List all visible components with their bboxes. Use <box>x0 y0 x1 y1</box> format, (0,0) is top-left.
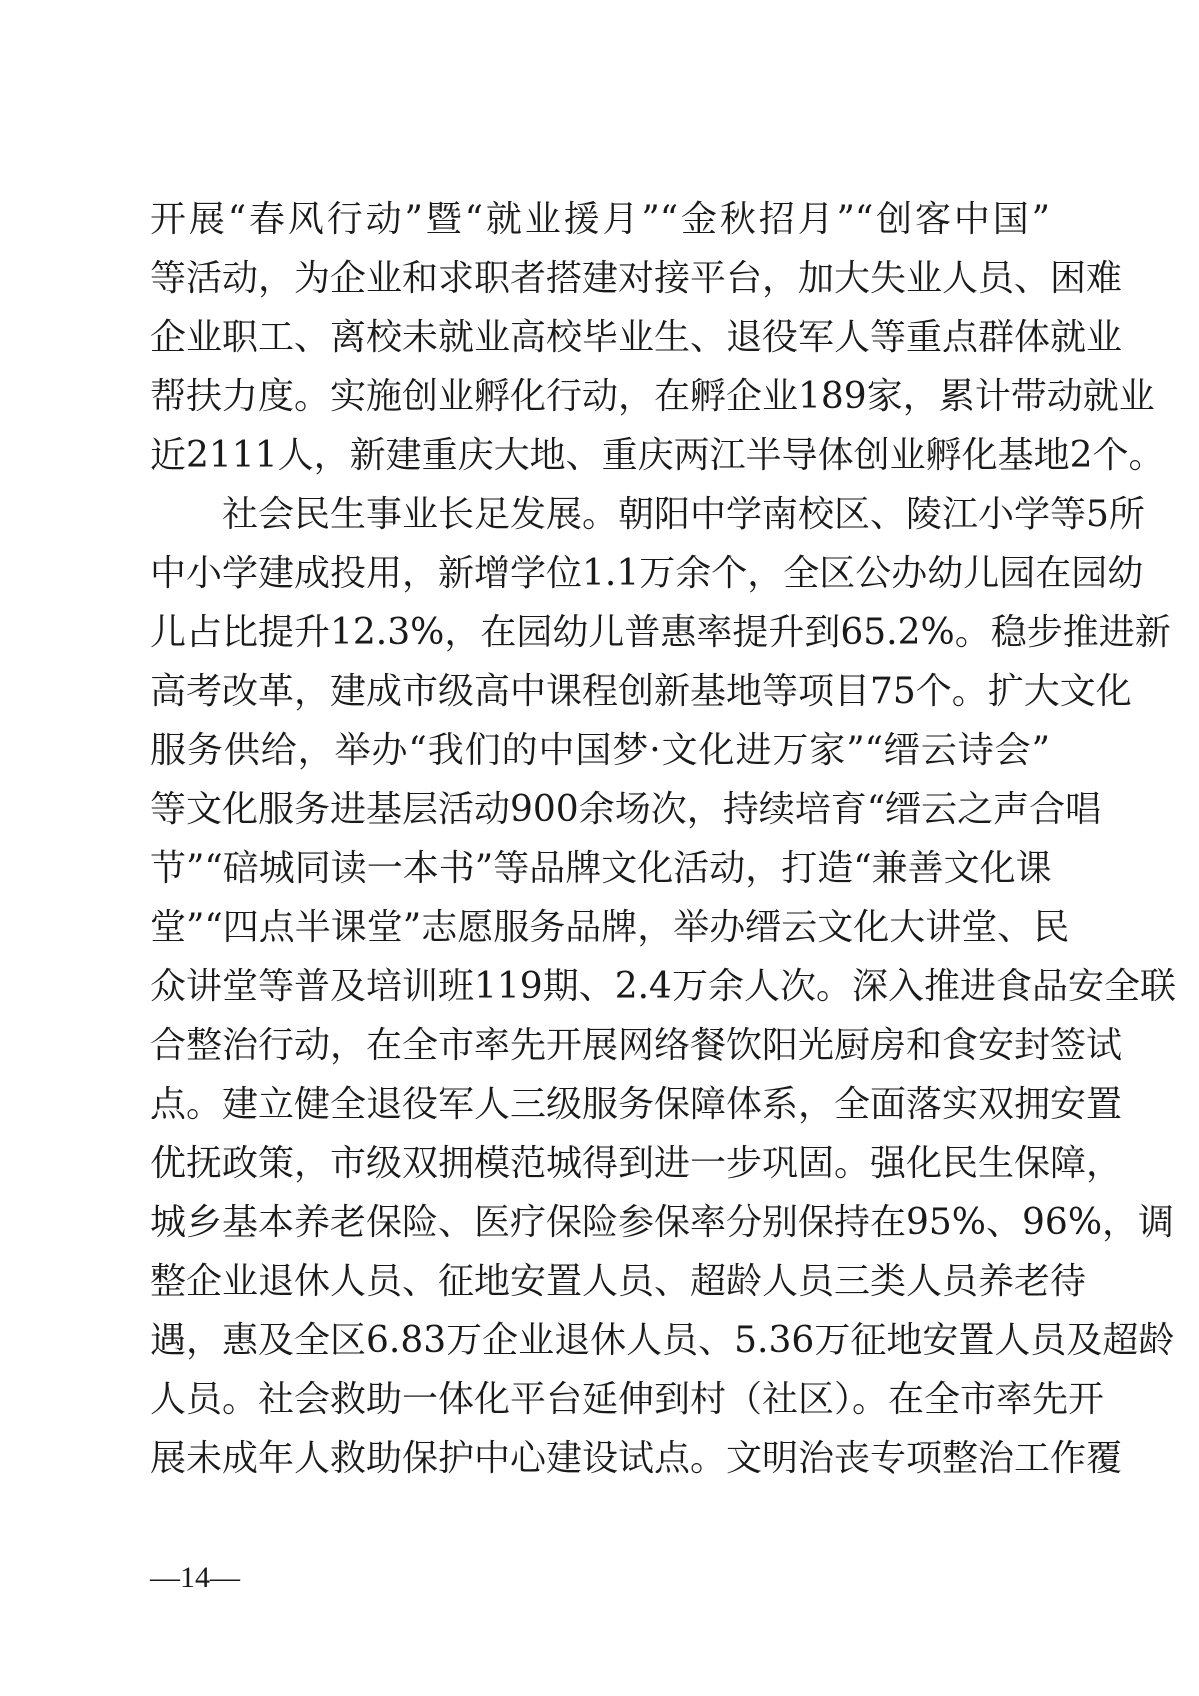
text-line: 合整治行动，在全市率先开展网络餐饮阳光厨房和食安封签试 <box>150 1025 1123 1066</box>
text-line: 儿占比提升12.3%，在园幼儿普惠率提升到65.2%。稳步推进新 <box>150 612 1171 653</box>
body-text <box>150 190 1176 1488</box>
text-line: 城乡基本养老保险、医疗保险参保率分别保持在95%、96%，调 <box>150 1202 1175 1243</box>
text-line: 企业职工、离校未就业高校毕业生、退役军人等重点群体就业 <box>150 317 1123 358</box>
page-number: —14— <box>150 1561 240 1594</box>
text-line: 优抚政策，市级双拥模范城得到进一步巩固。强化民生保障， <box>150 1143 1123 1184</box>
text-line: 高考改革，建成市级高中课程创新基地等项目75个。扩大文化 <box>150 671 1132 712</box>
text-line: 中小学建成投用，新增学位1.1万余个，全区公办幼儿园在园幼 <box>150 553 1144 594</box>
text-line: 点。建立健全退役军人三级服务保障体系，全面落实双拥安置 <box>150 1084 1123 1125</box>
text-line: 整企业退休人员、征地安置人员、超龄人员三类人员养老待 <box>150 1261 1087 1302</box>
text-line: 遇，惠及全区6.83万企业退休人员、5.36万征地安置人员及超龄 <box>150 1320 1175 1361</box>
text-line: 帮扶力度。实施创业孵化行动，在孵企业189家，累计带动就业 <box>150 376 1155 417</box>
text-line: 节”“碚城同读一本书”等品牌文化活动，打造“兼善文化课 <box>150 848 1052 889</box>
paragraph-first-line: 社会民生事业长足发展。朝阳中学南校区、陵江小学等5所 <box>222 494 1145 535</box>
text-line: 众讲堂等普及培训班119期、2.4万余人次。深入推进食品安全联 <box>150 966 1176 1007</box>
text-line: 等文化服务进基层活动900余场次，持续培育“缙云之声合唱 <box>150 789 1102 830</box>
text-line: 近2111人，新建重庆大地、重庆两江半导体创业孵化基地2个。 <box>150 435 1165 476</box>
text-line: 等活动，为企业和求职者搭建对接平台，加大失业人员、困难 <box>150 258 1123 299</box>
text-line: 展未成年人救助保护中心建设试点。文明治丧专项整治工作覆 <box>150 1438 1123 1479</box>
text-line: 堂”“四点半课堂”志愿服务品牌，举办缙云文化大讲堂、民 <box>150 907 1070 948</box>
text-line: 开展“春风行动”暨“就业援月”“金秋招月”“创客中国” <box>150 199 1050 240</box>
text-line: 人员。社会救助一体化平台延伸到村（社区）。在全市率先开 <box>150 1379 1105 1420</box>
text-line: 服务供给，举办“我们的中国梦·文化进万家”“缙云诗会” <box>150 730 1050 771</box>
